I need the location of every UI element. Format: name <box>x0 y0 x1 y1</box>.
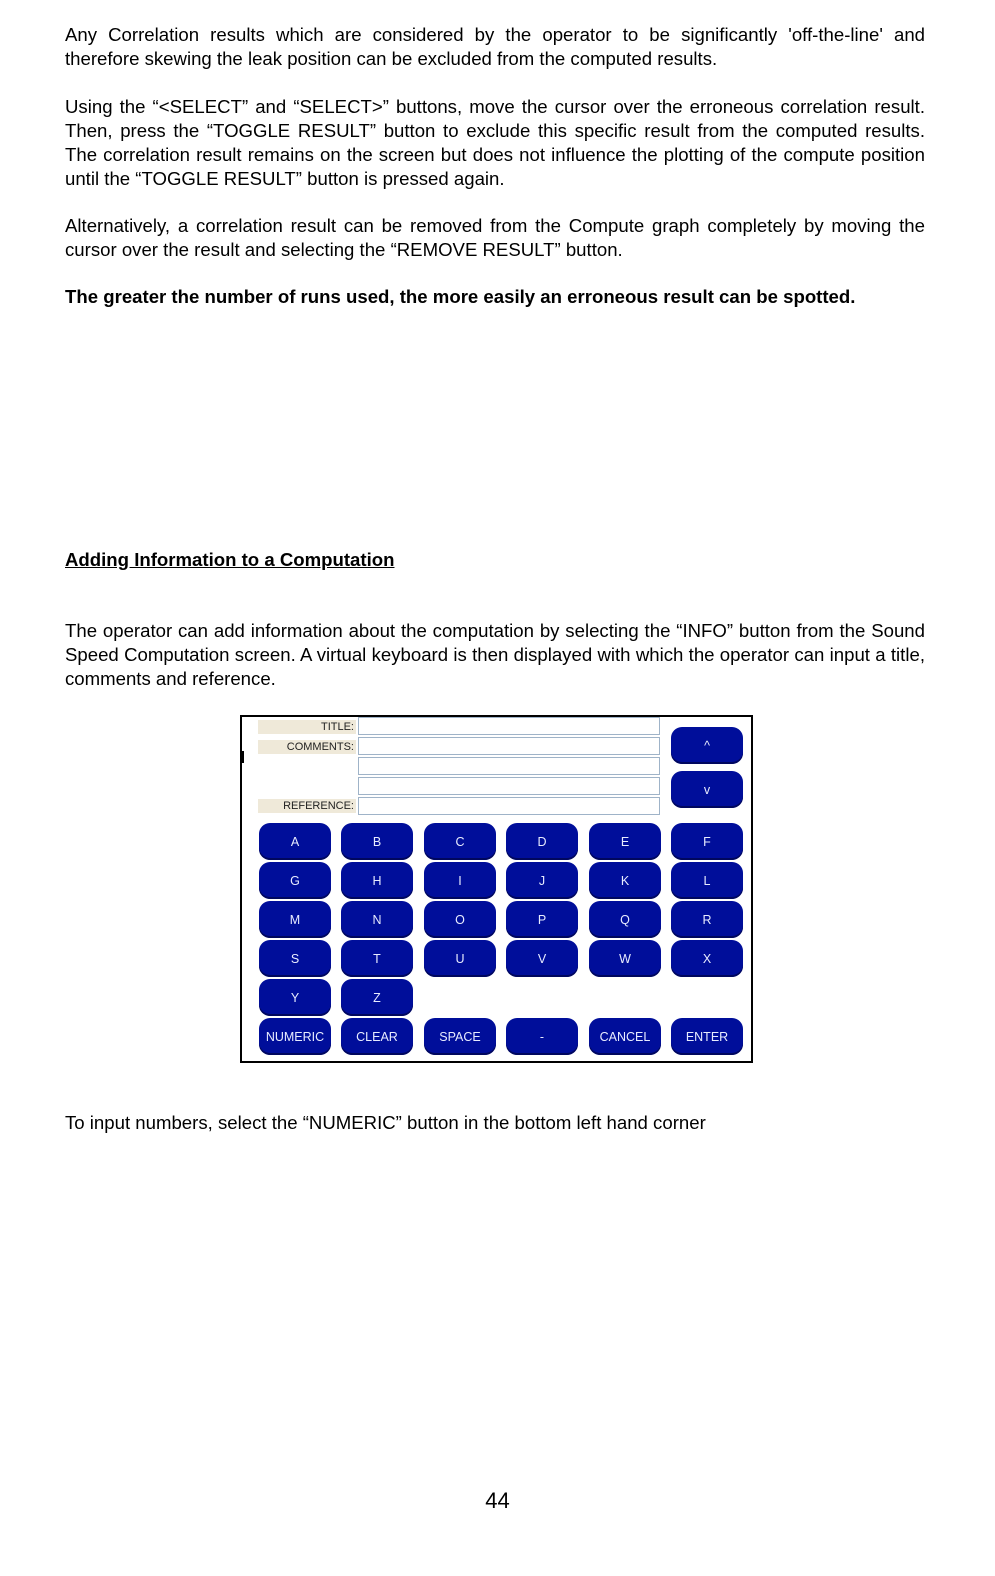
cursor-marker <box>242 751 244 763</box>
key-z[interactable]: Z <box>341 979 413 1016</box>
key-v[interactable]: V <box>506 940 578 977</box>
hyphen-button[interactable]: - <box>506 1018 578 1055</box>
key-h[interactable]: H <box>341 862 413 899</box>
select-buttons-paragraph: Using the “<SELECT” and “SELECT>” buttons, move the cursor over the erroneous correlation result. Then, press the “TOGGLE RESULT” button to exclude this specific result from the computed results. The correlation result remains on the screen but does not influence the plotting of the compute position until the “TOGGLE RESULT” button is pressed again. <box>65 96 925 189</box>
key-u[interactable]: U <box>424 940 496 977</box>
key-p[interactable]: P <box>506 901 578 938</box>
key-a[interactable]: A <box>259 823 331 860</box>
section-heading: Adding Information to a Computation <box>65 549 395 570</box>
key-y[interactable]: Y <box>259 979 331 1016</box>
scroll-up-button[interactable]: ^ <box>671 727 743 764</box>
numeric-button[interactable]: NUMERIC <box>259 1018 331 1055</box>
virtual-keyboard-screenshot <box>240 715 753 1063</box>
key-j[interactable]: J <box>506 862 578 899</box>
remove-result-paragraph: Alternatively, a correlation result can be removed from the Compute graph completely by moving the cursor over the result and selecting the “REMOVE RESULT” button. <box>65 215 925 260</box>
title-field[interactable] <box>358 717 660 735</box>
runs-note-paragraph: The greater the number of runs used, the more easily an erroneous result can be spotted. <box>65 286 856 307</box>
key-x[interactable]: X <box>671 940 743 977</box>
scroll-down-button[interactable]: v <box>671 771 743 808</box>
key-d[interactable]: D <box>506 823 578 860</box>
space-button[interactable]: SPACE <box>424 1018 496 1055</box>
comments-field-line-1[interactable] <box>358 737 660 755</box>
title-label: TITLE: <box>258 720 356 734</box>
comments-field-line-3[interactable] <box>358 777 660 795</box>
key-k[interactable]: K <box>589 862 661 899</box>
key-q[interactable]: Q <box>589 901 661 938</box>
numeric-note-paragraph: To input numbers, select the “NUMERIC” button in the bottom left hand corner <box>65 1112 706 1133</box>
reference-label: REFERENCE: <box>258 799 356 813</box>
key-w[interactable]: W <box>589 940 661 977</box>
key-f[interactable]: F <box>671 823 743 860</box>
key-i[interactable]: I <box>424 862 496 899</box>
comments-field-line-2[interactable] <box>358 757 660 775</box>
key-o[interactable]: O <box>424 901 496 938</box>
clear-button[interactable]: CLEAR <box>341 1018 413 1055</box>
enter-button[interactable]: ENTER <box>671 1018 743 1055</box>
key-m[interactable]: M <box>259 901 331 938</box>
key-l[interactable]: L <box>671 862 743 899</box>
key-b[interactable]: B <box>341 823 413 860</box>
key-s[interactable]: S <box>259 940 331 977</box>
reference-field[interactable] <box>358 797 660 815</box>
cancel-button[interactable]: CANCEL <box>589 1018 661 1055</box>
key-t[interactable]: T <box>341 940 413 977</box>
key-n[interactable]: N <box>341 901 413 938</box>
intro-paragraph: Any Correlation results which are considered by the operator to be significantly 'off-the-line' and therefore skewing the leak position can be excluded from the computed results. <box>65 24 925 69</box>
page-number: 44 <box>485 1488 510 1513</box>
key-g[interactable]: G <box>259 862 331 899</box>
key-e[interactable]: E <box>589 823 661 860</box>
comments-label: COMMENTS: <box>258 740 356 754</box>
key-r[interactable]: R <box>671 901 743 938</box>
info-button-paragraph: The operator can add information about the computation by selecting the “INFO” button from the Sound Speed Computation screen. A virtual keyboard is then displayed with which the operator can input a title, comments and reference. <box>65 620 925 689</box>
key-c[interactable]: C <box>424 823 496 860</box>
